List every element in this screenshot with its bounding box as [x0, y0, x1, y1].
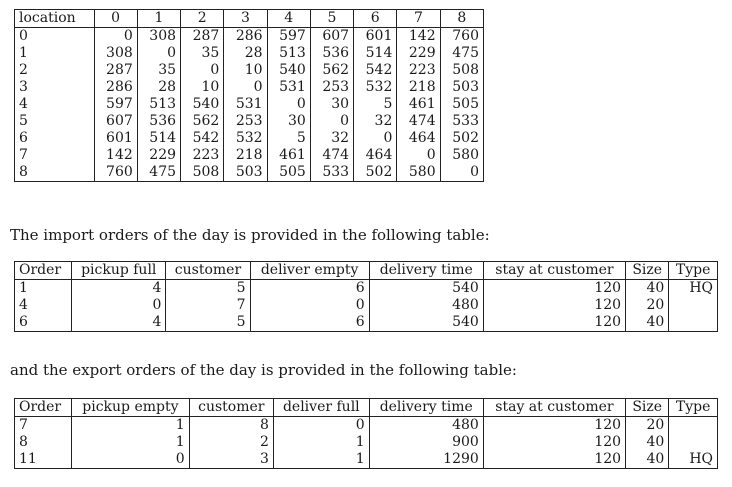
table-cell: 3 [15, 79, 95, 96]
table-cell: 607 [310, 28, 353, 46]
table-cell: 480 [369, 297, 483, 314]
table-cell: 11 [15, 451, 72, 469]
table-cell: 20 [626, 417, 669, 435]
table-cell: 6 [15, 130, 95, 147]
table-cell: 0 [72, 451, 190, 469]
table-cell: 502 [440, 130, 483, 147]
header-cell: Type [669, 262, 718, 280]
table-cell: 0 [273, 417, 369, 435]
table-cell: 229 [137, 147, 180, 164]
table-cell: 480 [369, 417, 483, 435]
table-cell: 142 [94, 147, 137, 164]
table-cell: HQ [669, 451, 718, 469]
table-cell: 7 [15, 147, 95, 164]
table-cell: 601 [354, 28, 397, 46]
table-cell: 542 [181, 130, 224, 147]
table-row [15, 164, 484, 182]
table-cell: 540 [181, 96, 224, 113]
table-cell: 4 [72, 314, 166, 332]
table-cell: 287 [94, 62, 137, 79]
table-row [15, 45, 484, 62]
header-cell: pickup full [72, 262, 166, 280]
table-cell: 3 [189, 451, 273, 469]
table-cell: 0 [310, 113, 353, 130]
header-cell: 5 [310, 10, 353, 28]
table-cell: 464 [397, 130, 440, 147]
table-cell: 0 [72, 297, 166, 314]
header-cell: Order [15, 399, 72, 417]
table-cell: 1 [72, 434, 190, 451]
table-row [15, 96, 484, 113]
table-cell: 0 [397, 147, 440, 164]
table-cell: 4 [72, 280, 166, 298]
table-cell: 5 [15, 113, 95, 130]
table-cell: 508 [440, 62, 483, 79]
table-cell: 0 [440, 164, 483, 182]
table-cell: 1 [273, 434, 369, 451]
table-cell: 475 [440, 45, 483, 62]
table-cell: 35 [181, 45, 224, 62]
table-cell: 533 [310, 164, 353, 182]
table-cell: 536 [310, 45, 353, 62]
table-cell: 120 [483, 297, 625, 314]
table-row [15, 417, 718, 435]
table-row [15, 28, 484, 46]
header-cell: 7 [397, 10, 440, 28]
table-cell: 40 [626, 314, 669, 332]
table-cell: 562 [181, 113, 224, 130]
table-cell: 1 [72, 417, 190, 435]
header-cell: Size [626, 399, 669, 417]
table-cell: 7 [166, 297, 250, 314]
table-cell: 0 [250, 297, 369, 314]
table-cell: 760 [94, 164, 137, 182]
table-row [15, 130, 484, 147]
header-cell: pickup empty [72, 399, 190, 417]
header-cell: 1 [137, 10, 180, 28]
table-cell: 4 [15, 96, 95, 113]
table-header-row [15, 10, 484, 28]
table-cell: 120 [483, 417, 625, 435]
table-cell: 562 [310, 62, 353, 79]
table-cell: 0 [267, 96, 310, 113]
table-row [15, 451, 718, 469]
table-cell: 532 [354, 79, 397, 96]
table-cell: 2 [15, 62, 95, 79]
table-cell: 142 [397, 28, 440, 46]
table-cell: 218 [397, 79, 440, 96]
header-cell: 3 [224, 10, 267, 28]
table-cell: 531 [267, 79, 310, 96]
table-row [15, 62, 484, 79]
header-cell: 0 [94, 10, 137, 28]
table-cell: 503 [224, 164, 267, 182]
table-cell: 40 [626, 434, 669, 451]
table-cell: 308 [137, 28, 180, 46]
table-cell: 474 [310, 147, 353, 164]
table-cell: 461 [397, 96, 440, 113]
table-row [15, 79, 484, 96]
table-cell: 0 [181, 62, 224, 79]
export-orders-intro: and the export orders of the day is provided in the following table: [10, 361, 517, 379]
table-cell: 0 [354, 130, 397, 147]
header-cell: 4 [267, 10, 310, 28]
table-cell: 7 [15, 417, 72, 435]
table-cell: 5 [354, 96, 397, 113]
table-cell: 505 [440, 96, 483, 113]
header-cell: Type [669, 399, 718, 417]
table-cell: 10 [224, 62, 267, 79]
table-cell: 5 [267, 130, 310, 147]
table-cell: 10 [181, 79, 224, 96]
header-cell: location [15, 10, 95, 28]
table-row [15, 434, 718, 451]
distance-table [14, 9, 484, 182]
table-header-row [15, 399, 718, 417]
table-cell: 607 [94, 113, 137, 130]
table-cell: 6 [250, 280, 369, 298]
table-cell: 8 [15, 434, 72, 451]
table-cell: 1 [15, 280, 72, 298]
table-cell: 502 [354, 164, 397, 182]
table-cell: 474 [397, 113, 440, 130]
table-cell [669, 314, 718, 332]
table-row [15, 314, 718, 332]
table-row [15, 113, 484, 130]
table-cell: 513 [267, 45, 310, 62]
table-cell: 28 [224, 45, 267, 62]
table-row [15, 147, 484, 164]
table-cell: 286 [94, 79, 137, 96]
table-cell: 2 [189, 434, 273, 451]
table-cell: 597 [94, 96, 137, 113]
header-cell: delivery time [369, 262, 483, 280]
header-cell: 6 [354, 10, 397, 28]
table-cell: 5 [166, 314, 250, 332]
table-cell: 120 [483, 451, 625, 469]
export-orders-table [14, 398, 718, 469]
table-cell: 35 [137, 62, 180, 79]
table-cell: 0 [94, 28, 137, 46]
table-cell: 1 [15, 45, 95, 62]
table-cell: 287 [181, 28, 224, 46]
table-cell: 30 [310, 96, 353, 113]
table-cell: 536 [137, 113, 180, 130]
table-cell: 540 [369, 280, 483, 298]
table-cell: 0 [137, 45, 180, 62]
table-cell: 253 [310, 79, 353, 96]
table-cell: 32 [310, 130, 353, 147]
table-cell: 8 [15, 164, 95, 182]
table-cell: 120 [483, 314, 625, 332]
table-cell: 32 [354, 113, 397, 130]
table-cell: 223 [397, 62, 440, 79]
table-cell: 461 [267, 147, 310, 164]
table-cell: 28 [137, 79, 180, 96]
table-cell: 1290 [369, 451, 483, 469]
table-cell: 120 [483, 434, 625, 451]
table-row [15, 280, 718, 298]
table-cell: 503 [440, 79, 483, 96]
table-cell: 760 [440, 28, 483, 46]
header-cell: Size [626, 262, 669, 280]
table-cell: 580 [440, 147, 483, 164]
table-cell: 531 [224, 96, 267, 113]
table-cell: 229 [397, 45, 440, 62]
header-cell: deliver empty [250, 262, 369, 280]
table-cell: 40 [626, 280, 669, 298]
header-cell: Order [15, 262, 72, 280]
table-cell: 597 [267, 28, 310, 46]
table-cell: 508 [181, 164, 224, 182]
table-cell: 286 [224, 28, 267, 46]
header-cell: stay at customer [483, 399, 625, 417]
table-cell: 20 [626, 297, 669, 314]
table-cell: 308 [94, 45, 137, 62]
table-cell: 540 [267, 62, 310, 79]
table-cell: 6 [15, 314, 72, 332]
header-cell: delivery time [369, 399, 483, 417]
table-cell: 30 [267, 113, 310, 130]
table-cell: 513 [137, 96, 180, 113]
header-cell: stay at customer [483, 262, 625, 280]
header-cell: customer [166, 262, 250, 280]
table-cell: 475 [137, 164, 180, 182]
table-cell: 601 [94, 130, 137, 147]
table-row [15, 297, 718, 314]
table-cell: 464 [354, 147, 397, 164]
table-cell: 0 [224, 79, 267, 96]
table-cell: 580 [397, 164, 440, 182]
table-cell: 253 [224, 113, 267, 130]
header-cell: deliver full [273, 399, 369, 417]
table-cell: 540 [369, 314, 483, 332]
table-cell: 514 [137, 130, 180, 147]
table-cell: 514 [354, 45, 397, 62]
table-cell [669, 434, 718, 451]
table-cell: 542 [354, 62, 397, 79]
table-cell: HQ [669, 280, 718, 298]
table-cell: 223 [181, 147, 224, 164]
table-header-row [15, 262, 718, 280]
table-cell: 8 [189, 417, 273, 435]
import-orders-table [14, 261, 718, 332]
header-cell: 8 [440, 10, 483, 28]
header-cell: 2 [181, 10, 224, 28]
table-cell [669, 297, 718, 314]
table-cell: 40 [626, 451, 669, 469]
table-cell [669, 417, 718, 435]
table-cell: 120 [483, 280, 625, 298]
table-cell: 900 [369, 434, 483, 451]
table-cell: 505 [267, 164, 310, 182]
table-cell: 6 [250, 314, 369, 332]
table-cell: 4 [15, 297, 72, 314]
table-cell: 1 [273, 451, 369, 469]
header-cell: customer [189, 399, 273, 417]
table-cell: 532 [224, 130, 267, 147]
import-orders-intro: The import orders of the day is provided in the following table: [10, 226, 490, 244]
table-cell: 5 [166, 280, 250, 298]
table-cell: 533 [440, 113, 483, 130]
table-cell: 218 [224, 147, 267, 164]
table-cell: 0 [15, 28, 95, 46]
